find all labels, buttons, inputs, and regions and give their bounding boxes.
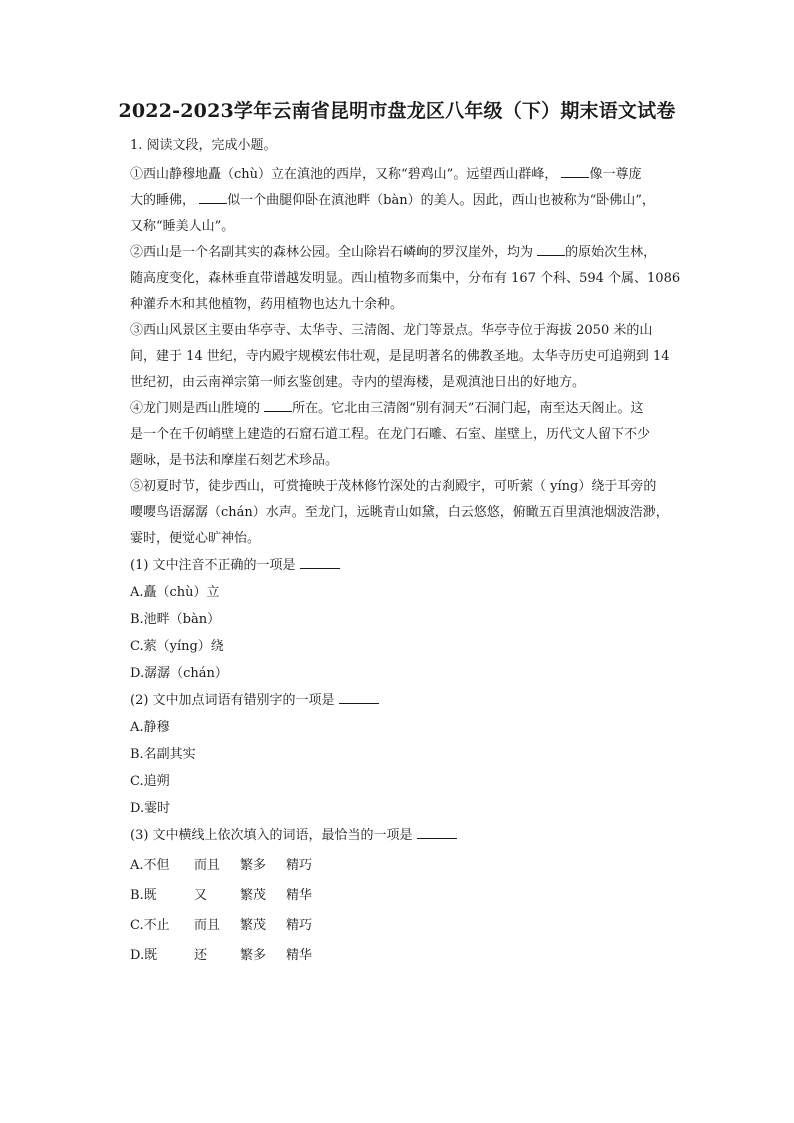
answer-blank xyxy=(300,556,340,569)
passage-paragraph-3 xyxy=(130,318,696,396)
passage-paragraph-1 xyxy=(130,162,696,240)
sub-question-2-stem: (2) 文中加点词语有错别字的一项是 xyxy=(130,691,696,711)
option-b[interactable]: B.既 又 繁茂 精华 xyxy=(130,888,313,903)
passage-paragraph-5 xyxy=(130,474,696,552)
passage-line: 种灌乔木和其他植物，药用植物也达九十余种。 xyxy=(130,297,404,312)
passage-line: 间，建于 14 世纪，寺内殿宇规模宏伟壮观，是昆明著名的佛教圣地。太华寺历史可追朔到 14 xyxy=(130,349,670,364)
passage-paragraph-2 xyxy=(130,240,696,318)
passage-line: 题咏，是书法和摩崖石刻艺术珍品。 xyxy=(130,453,339,468)
option-d[interactable]: D.霎时 xyxy=(130,801,171,816)
option-d[interactable]: D.既 还 繁多 精华 xyxy=(130,948,313,963)
passage-line: ②西山是一个名副其实的森林公园。全山除岩石嶙峋的罗汉崖外，均为 的原始次生林， xyxy=(130,245,657,260)
option-a[interactable]: A.静穆 xyxy=(130,720,170,735)
option-b[interactable]: B.名副其实 xyxy=(130,747,196,762)
sub-question-1-stem: (1) 文中注音不正确的一项是 xyxy=(130,556,696,576)
passage-line: ①西山静穆地矗（chù）立在滇池的西岸，又称“碧鸡山”。远望西山群峰， 像一尊庞 xyxy=(130,167,642,182)
passage-line: ③西山风景区主要由华亭寺、太华寺、三清阁、龙门等景点。华亭寺位于海拔 2050 米的山 xyxy=(130,323,653,338)
option-d[interactable]: D.潺潺（chán） xyxy=(130,666,228,681)
passage-line: ⑤初夏时节，徒步西山，可赏掩映于茂林修竹深处的古刹殿宇，可听萦（ yíng）绕于耳旁的 xyxy=(130,479,657,494)
passage-line: 霎时，便觉心旷神怡。 xyxy=(130,531,261,546)
question-heading: 1. 阅读文段，完成小题。 xyxy=(130,138,277,153)
passage-line: 是一个在千仞峭壁上建造的石窟石道工程。在龙门石雕、石室、崖壁上，历代文人留下不少 xyxy=(130,427,651,442)
passage-paragraph-4 xyxy=(130,396,696,474)
option-b[interactable]: B.池畔（bàn） xyxy=(130,612,221,627)
answer-blank xyxy=(339,691,379,704)
option-a[interactable]: A.矗（chù）立 xyxy=(130,585,220,600)
option-c[interactable]: C.不止 而且 繁茂 精巧 xyxy=(130,918,313,933)
option-a[interactable]: A.不但 而且 繁多 精巧 xyxy=(130,858,313,873)
passage-line: 又称“睡美人山”。 xyxy=(130,219,235,234)
sub-question-3-stem: (3) 文中横线上依次填入的词语，最恰当的一项是 xyxy=(130,826,696,846)
passage-line: ④龙门则是西山胜境的 所在。它北由三清阁“别有洞天”石洞门起，南至达天阁止。这 xyxy=(130,401,644,416)
fill-blank xyxy=(199,191,227,204)
option-c[interactable]: C.追朔 xyxy=(130,774,170,789)
passage-line: 嘤嘤鸟语潺潺（chán）水声。至龙门，远眺青山如黛，白云悠悠，俯瞰五百里滇池烟波浩渺， xyxy=(130,505,669,520)
passage-line: 大的睡佛， 似一个曲腿仰卧在滇池畔（bàn）的美人。因此，西山也被称为“卧佛山”， xyxy=(130,193,655,208)
option-c[interactable]: C.萦（yíng）绕 xyxy=(130,639,224,654)
passage-line: 随高度变化，森林垂直带谱越发明显。西山植物多而集中，分布有 167 个科、594 个属、1086 xyxy=(130,271,681,286)
fill-blank xyxy=(264,399,292,412)
answer-blank xyxy=(417,826,457,839)
page-title: 2022-2023学年云南省昆明市盘龙区八年级（下）期末语文试卷 xyxy=(118,100,676,122)
fill-blank xyxy=(537,243,565,256)
fill-blank xyxy=(561,165,589,178)
question-1 xyxy=(130,136,696,966)
passage-line: 世纪初，由云南禅宗第一师玄鉴创建。寺内的望海楼，是观滇池日出的好地方。 xyxy=(130,375,586,390)
